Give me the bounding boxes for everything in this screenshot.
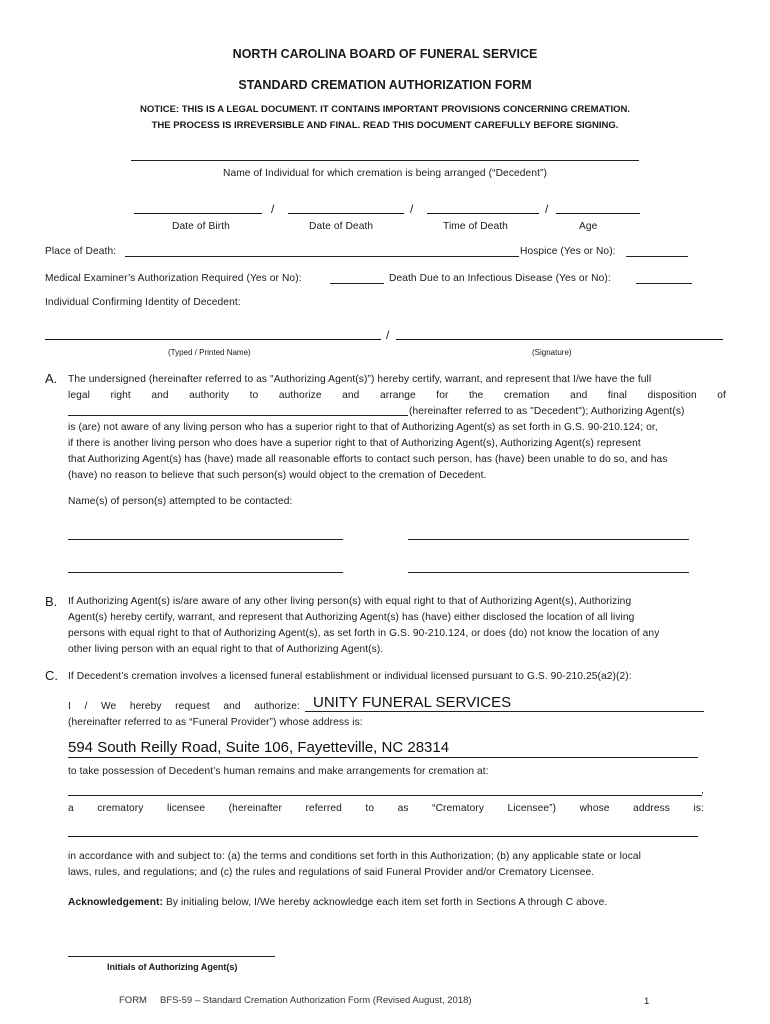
contacted-person-field-1[interactable]: [68, 539, 343, 540]
decedent-name-label: Name of Individual for which cremation is being arranged (“Decedent”): [223, 168, 547, 179]
funeral-provider-line[interactable]: [305, 711, 704, 712]
section-c-letter: C.: [45, 668, 58, 683]
board-title: NORTH CAROLINA BOARD OF FUNERAL SERVICE: [232, 47, 538, 61]
date-of-birth-label: Date of Birth: [172, 221, 230, 232]
infectious-disease-label: Death Due to an Infectious Disease (Yes or No):: [389, 273, 611, 284]
footer-form-label: FORM: [119, 995, 147, 1006]
contacted-label: Name(s) of person(s) attempted to be contacted:: [68, 496, 293, 507]
request-authorize-label: I / We hereby request and authorize:: [68, 701, 300, 712]
date-of-death-label: Date of Death: [309, 221, 374, 232]
section-b-line-4: other living person with an equal right to that of Authorizing Agent(s).: [68, 644, 384, 655]
address-line[interactable]: [68, 757, 698, 758]
section-a-line-5: if there is another living person who does have a superior right to that of Authorizing Agent(s), Authorizing Agent(s) represent: [68, 438, 641, 449]
accordance-line-2: laws, rules, and regulations; and (c) the rules and regulations of said Funeral Provider and/or Crematory Licensee.: [68, 867, 595, 878]
hospice-field[interactable]: [626, 256, 688, 257]
place-of-death-label: Place of Death:: [45, 246, 117, 257]
accordance-line-1: in accordance with and subject to: (a) the terms and conditions set forth in this Authorization; (b) any applicable state or local: [68, 851, 642, 862]
confirming-typed-name-field[interactable]: [45, 339, 381, 340]
date-of-death-field[interactable]: [288, 213, 404, 214]
contacted-person-field-3[interactable]: [68, 572, 343, 573]
me-authorization-field[interactable]: [330, 283, 384, 284]
crematory-name-field[interactable]: [68, 795, 702, 796]
slash-separator: /: [386, 328, 390, 342]
section-a-line-1: The undersigned (hereinafter referred to as "Authorizing Agent(s)”) hereby certify, warrant, and represent that I/we have the full: [68, 374, 652, 385]
decedent-name-field[interactable]: [131, 160, 639, 161]
confirming-identity-label: Individual Confirming Identity of Decedent:: [45, 297, 241, 308]
contacted-person-field-4[interactable]: [408, 572, 689, 573]
typed-name-label: (Typed / Printed Name): [168, 348, 251, 357]
acknowledgement-text: By initialing below, I/We hereby acknowledge each item set forth in Sections A through C above.: [165, 897, 608, 908]
comma: ,: [701, 785, 704, 796]
form-title: STANDARD CREMATION AUTHORIZATION FORM: [238, 78, 532, 92]
contacted-person-field-2[interactable]: [408, 539, 689, 540]
section-a-line-2: legal right and authority to authorize and arrange for the cremation and final disposition of: [68, 390, 726, 401]
confirming-signature-field[interactable]: [396, 339, 723, 340]
funeral-provider-value[interactable]: UNITY FUNERAL SERVICES: [313, 694, 512, 711]
slash-separator: /: [271, 202, 275, 216]
section-b-line-2: Agent(s) hereby certify, warrant, and represent that Authorizing Agent(s) has (have) either disclosed the location of all living: [68, 612, 635, 623]
age-field[interactable]: [556, 213, 640, 214]
infectious-disease-field[interactable]: [636, 283, 692, 284]
hereinafter-funeral-provider: (hereinafter referred to as “Funeral Provider”) whose address is:: [68, 717, 363, 728]
crematory-licensee-text: a crematory licensee (hereinafter referred to as “Crematory Licensee”) whose address is:: [68, 803, 704, 814]
funeral-provider-address[interactable]: 594 South Reilly Road, Suite 106, Fayetteville, NC 28314: [68, 739, 450, 756]
section-b-line-3: persons with equal right to that of Authorizing Agent(s), as set forth in G.S. 90-210.124, or does (do) not know the location of any: [68, 628, 660, 639]
section-a-letter: A.: [45, 371, 58, 386]
initials-label: Initials of Authorizing Agent(s): [107, 962, 238, 972]
notice-line-2: THE PROCESS IS IRREVERSIBLE AND FINAL. READ THIS DOCUMENT CAREFULLY BEFORE SIGNING.: [151, 120, 619, 131]
section-c-line-1: If Decedent’s cremation involves a licensed funeral establishment or individual licensed pursuant to G.S. 90-210.25(a2)(2):: [68, 671, 632, 682]
age-label: Age: [579, 221, 598, 232]
place-of-death-field[interactable]: [125, 256, 519, 257]
section-a-line-7: (have) no reason to believe that such person(s) would object to the cremation of Decedent.: [68, 470, 487, 481]
acknowledgement: [68, 897, 607, 908]
section-a-decedent-field[interactable]: [68, 415, 408, 416]
page-number: 1: [644, 996, 650, 1007]
section-a-line-6: that Authorizing Agent(s) has (have) made all reasonable efforts to contact such person, has (have) been unable to do so, and has: [68, 454, 668, 465]
time-of-death-field[interactable]: [427, 213, 539, 214]
me-authorization-label: Medical Examiner’s Authorization Required (Yes or No):: [45, 273, 302, 284]
signature-label: (Signature): [532, 348, 572, 357]
crematory-address-field[interactable]: [68, 836, 698, 837]
section-b-letter: B.: [45, 594, 58, 609]
section-a-line-3: (hereinafter referred to as "Decedent"); Authorizing Agent(s): [409, 406, 685, 417]
time-of-death-label: Time of Death: [443, 221, 508, 232]
slash-separator: /: [410, 202, 414, 216]
initials-field[interactable]: [68, 956, 275, 957]
hospice-label: Hospice (Yes or No):: [520, 246, 616, 257]
slash-separator: /: [545, 202, 549, 216]
date-of-birth-field[interactable]: [134, 213, 262, 214]
section-b-line-1: If Authorizing Agent(s) is/are aware of any other living person(s) with equal right to that of Authorizing Agent(s), Authorizing: [68, 596, 632, 607]
acknowledgement-heading: Acknowledgement:: [68, 897, 163, 908]
notice-line-1: NOTICE: THIS IS A LEGAL DOCUMENT. IT CONTAINS IMPORTANT PROVISIONS CONCERNING CREMATION.: [140, 104, 630, 115]
possession-text: to take possession of Decedent’s human remains and make arrangements for cremation at:: [68, 766, 489, 777]
section-a-line-4: is (are) not aware of any living person who has a superior right to that of Authorizing Agent(s) as set forth in G.S. 90-210.124; or,: [68, 422, 658, 433]
footer-form-id: BFS-59 – Standard Cremation Authorization Form (Revised August, 2018): [160, 995, 472, 1006]
